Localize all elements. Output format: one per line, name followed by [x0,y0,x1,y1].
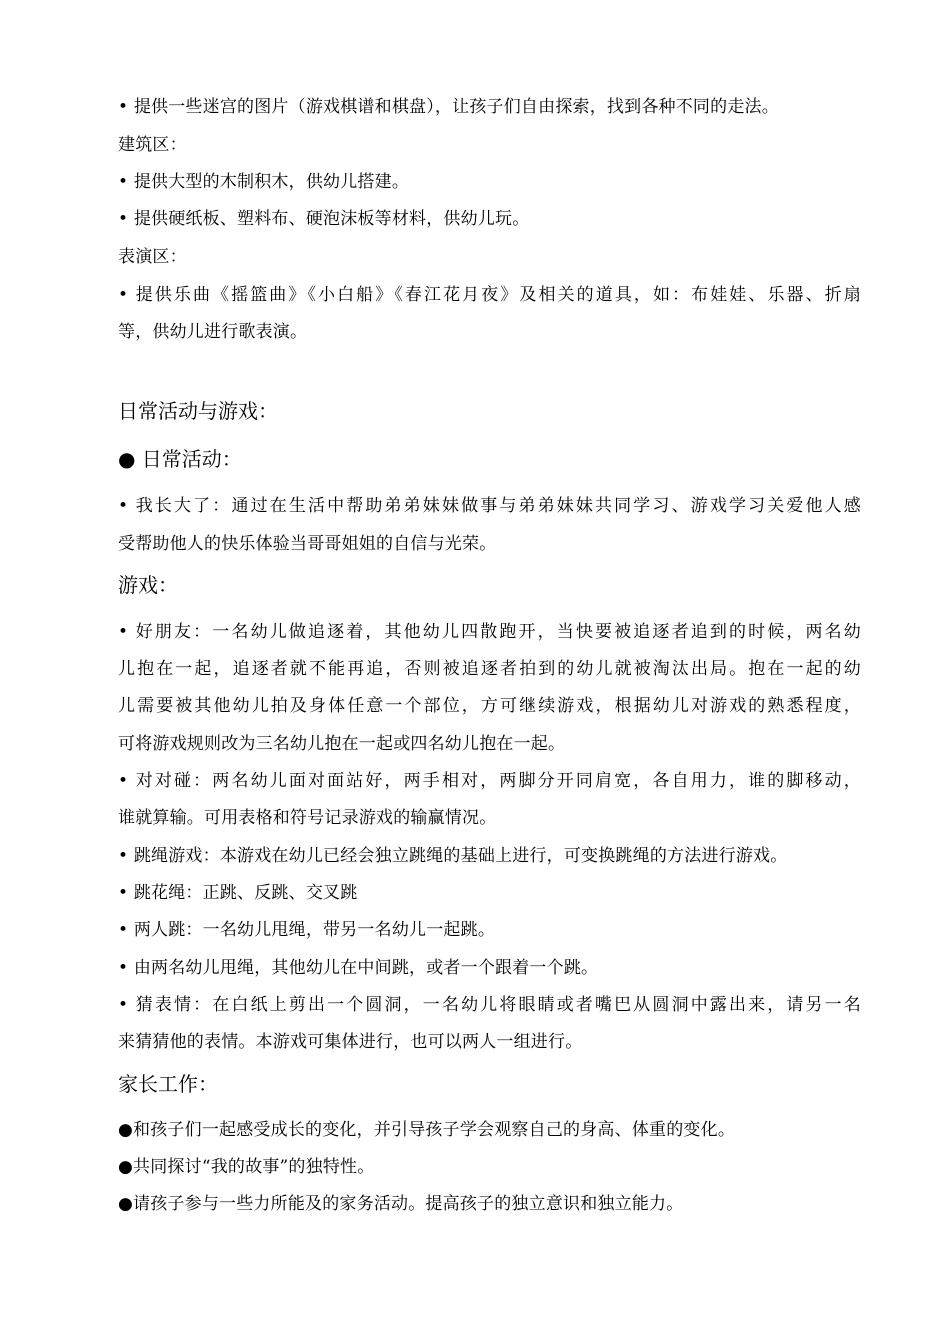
parents-work-item: ●和孩子们一起感受成长的变化，并引导孩子学会观察自己的身高、体重的变化。 [118,1120,736,1140]
building-area-label: 建筑区： [118,135,187,155]
performance-item-line: 等，供幼儿进行歌表演。 [118,322,308,342]
parents-work-heading: 家长工作： [118,1072,218,1096]
game-good-friend-line: • 好朋友：一名幼儿做追逐着，其他幼儿四散跑开，当快要被追逐者追到的时候，两名幼 [118,622,861,642]
game-good-friend-line: 儿抱在一起，追逐者就不能再追，否则被追逐者拍到的幼儿就被淘汰出局。抱在一起的幼 [118,659,861,679]
game-face-off-line: 谁就算输。可用表格和符号记录游戏的输赢情况。 [118,808,497,828]
game-good-friend-line: 可将游戏规则改为三名幼儿抱在一起或四名幼儿抱在一起。 [118,734,566,754]
game-fancy-rope: • 跳花绳：正跳、反跳、交叉跳 [118,883,358,903]
parents-work-item: ●共同探讨“我的故事”的独特性。 [118,1157,375,1177]
game-good-friend-line: 儿需要被其他幼儿拍及身体任意一个部位，方可继续游戏，根据幼儿对游戏的熟悉程度， [118,696,861,716]
daily-activities-subheading: ● 日常活动： [118,447,242,471]
game-guess-face-line: 来猜猜他的表情。本游戏可集体进行，也可以两人一组进行。 [118,1032,583,1052]
document-page [118,0,863,1344]
maze-item: • 提供一些迷宫的图片（游戏棋谱和棋盘），让孩子们自由探索，找到各种不同的走法。 [118,97,779,117]
daily-activities-heading: 日常活动与游戏： [118,399,278,423]
game-pair-jump: • 两人跳：一名幼儿甩绳，带另一名幼儿一起跳。 [118,920,496,940]
games-heading: 游戏： [118,573,178,597]
game-face-off-line: • 对对碰：两名幼儿面对面站好，两手相对，两脚分开同肩宽，各自用力，谁的脚移动， [118,771,861,791]
game-group-jump: • 由两名幼儿甩绳，其他幼儿在中间跳，或者一个跟着一个跳。 [118,958,599,978]
game-jump-rope: • 跳绳游戏：本游戏在幼儿已经会独立跳绳的基础上进行，可变换跳绳的方法进行游戏。 [118,846,788,866]
performance-item-line: • 提供乐曲《摇篮曲》《小白船》《春江花月夜》及相关的道具，如：布娃娃、乐器、折扇 [118,285,861,305]
daily-activity-item-line: • 我长大了：通过在生活中帮助弟弟妹妹做事与弟弟妹妹共同学习、游戏学习关爱他人感 [118,496,861,516]
daily-activity-item-line: 受帮助他人的快乐体验当哥哥姐姐的自信与光荣。 [118,534,497,554]
parents-work-item: ●请孩子参与一些力所能及的家务活动。提高孩子的独立意识和独立能力。 [118,1194,684,1214]
game-guess-face-line: • 猜表情：在白纸上剪出一个圆洞，一名幼儿将眼睛或者嘴巴从圆洞中露出来，请另一名 [118,995,861,1015]
performance-area-label: 表演区： [118,247,187,267]
building-item: • 提供硬纸板、塑料布、硬泡沫板等材料，供幼儿玩。 [118,209,530,229]
building-item: • 提供大型的木制积木，供幼儿搭建。 [118,172,410,192]
